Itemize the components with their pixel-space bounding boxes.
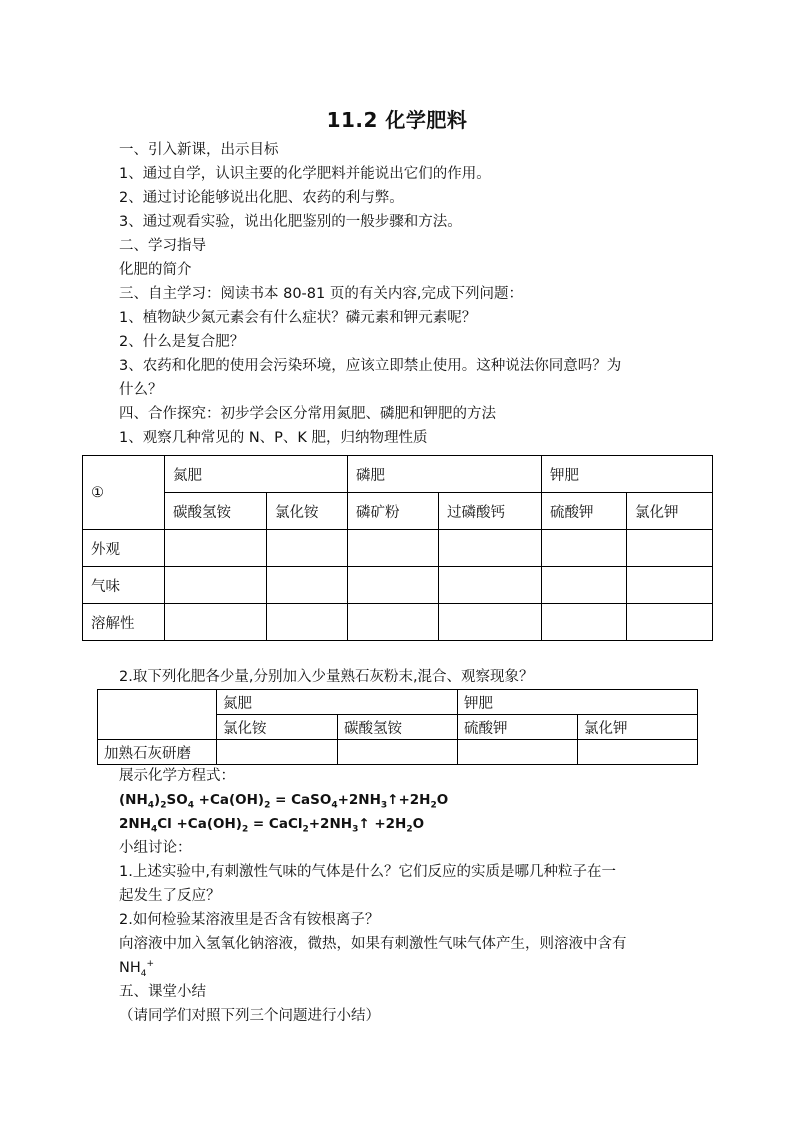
ammonium-ion — [119, 958, 154, 978]
row-label: 溶解性 — [83, 604, 165, 641]
empty-cell — [217, 740, 338, 765]
equation-2: $2NH_4Cl +Ca(OH)_2$ = $CaCl_2+2NH_3↑ +2H_2O$ — [119, 816, 425, 835]
ion-symbol: NH — [119, 960, 141, 976]
goal-3: 3、通过观看实验，说出化肥鉴别的一般步骤和方法。 — [119, 214, 462, 230]
equations-heading: 展示化学方程式： — [119, 768, 235, 784]
discussion-q1-line2: 起发生了反应？ — [119, 888, 221, 904]
goal-1: 1、通过自学，认识主要的化学肥料并能说出它们的作用。 — [119, 166, 491, 182]
empty-cell — [348, 530, 439, 567]
group-nitrogen: 氮肥 — [165, 456, 348, 493]
lime-grinding-table — [97, 689, 698, 765]
discussion-answer-line1: 向溶液中加入氢氧化钠溶液，微热，如果有刺激性气味气体产生，则溶液中含有 — [119, 936, 627, 952]
group-nitrogen: 氮肥 — [217, 690, 458, 715]
subheader-cell: 碳酸氢铵 — [338, 715, 458, 740]
group-phosphorus: 磷肥 — [348, 456, 542, 493]
empty-cell — [348, 604, 439, 641]
empty-cell — [439, 530, 542, 567]
explore-task-1: 1、观察几种常见的 N、P、K 肥，归纳物理性质 — [119, 430, 428, 446]
empty-cell — [439, 604, 542, 641]
empty-cell — [338, 740, 458, 765]
empty-cell — [165, 530, 267, 567]
goal-2: 2、通过讨论能够说出化肥、农药的利与弊。 — [119, 190, 404, 206]
subheader-cell: 氯化钾 — [578, 715, 698, 740]
discussion-q1-line1: 1.上述实验中,有刺激性气味的气体是什么？它们反应的实质是哪几种粒子在一 — [119, 864, 616, 880]
physical-properties-table — [82, 455, 713, 641]
subheader-cell: 硫酸钾 — [542, 493, 627, 530]
row-label: 加熟石灰研磨 — [98, 740, 217, 765]
subheader-cell: 硫酸钾 — [458, 715, 578, 740]
question-3-line2: 什么？ — [119, 382, 163, 398]
table-corner-cell: ① — [83, 456, 165, 530]
subheader-cell: 氯化铵 — [267, 493, 348, 530]
empty-cell — [542, 530, 627, 567]
section-heading-self-study: 三、自主学习：阅读书本 80-81 页的有关内容,完成下列问题： — [119, 286, 523, 302]
ion-subscript: 4 — [140, 968, 147, 979]
table-corner-cell — [98, 690, 217, 740]
empty-cell — [267, 567, 348, 604]
table-row — [98, 740, 698, 765]
question-1: 1、植物缺少氮元素会有什么症状？磷元素和钾元素呢？ — [119, 310, 477, 326]
empty-cell — [627, 604, 713, 641]
ion-charge: + — [146, 959, 155, 970]
subheader-cell: 磷矿粉 — [348, 493, 439, 530]
empty-cell — [267, 530, 348, 567]
row-label: 气味 — [83, 567, 165, 604]
section-heading-intro: 一、引入新课，出示目标 — [119, 142, 279, 158]
summary-heading: 五、课堂小结 — [119, 984, 206, 1000]
table-row — [83, 567, 713, 604]
subheader-cell: 过磷酸钙 — [439, 493, 542, 530]
discussion-heading: 小组讨论： — [119, 840, 192, 856]
summary-note: （请同学们对照下列三个问题进行小结） — [119, 1008, 380, 1024]
empty-cell — [439, 567, 542, 604]
section-heading-explore: 四、合作探究：初步学会区分常用氮肥、磷肥和钾肥的方法 — [119, 406, 496, 422]
fertilizer-intro: 化肥的简介 — [119, 262, 192, 278]
row-label: 外观 — [83, 530, 165, 567]
section-heading-guidance: 二、学习指导 — [119, 238, 206, 254]
empty-cell — [542, 604, 627, 641]
group-potassium: 钾肥 — [542, 456, 713, 493]
table-row — [83, 530, 713, 567]
group-potassium: 钾肥 — [458, 690, 698, 715]
empty-cell — [165, 567, 267, 604]
subheader-cell: 氯化钾 — [627, 493, 713, 530]
empty-cell — [458, 740, 578, 765]
question-2: 2、什么是复合肥？ — [119, 334, 245, 350]
subheader-cell: 碳酸氢铵 — [165, 493, 267, 530]
empty-cell — [627, 530, 713, 567]
empty-cell — [542, 567, 627, 604]
empty-cell — [627, 567, 713, 604]
empty-cell — [578, 740, 698, 765]
empty-cell — [165, 604, 267, 641]
explore-task-2: 2.取下列化肥各少量,分别加入少量熟石灰粉末,混合、观察现象？ — [119, 669, 534, 685]
question-3-line1: 3、农药和化肥的使用会污染环境，应该立即禁止使用。这种说法你同意吗？为 — [119, 358, 622, 374]
discussion-q2: 2.如何检验某溶液里是否含有铵根离子？ — [119, 912, 380, 928]
table-row — [83, 604, 713, 641]
page-title: 11.2 化学肥料 — [326, 108, 468, 132]
empty-cell — [348, 567, 439, 604]
subheader-cell: 氯化铵 — [217, 715, 338, 740]
equation-1: $(NH_4)_2SO_4 +Ca(OH)_2$ = $CaSO_4+2NH_3↑+2H_2O$ — [119, 792, 449, 811]
empty-cell — [267, 604, 348, 641]
